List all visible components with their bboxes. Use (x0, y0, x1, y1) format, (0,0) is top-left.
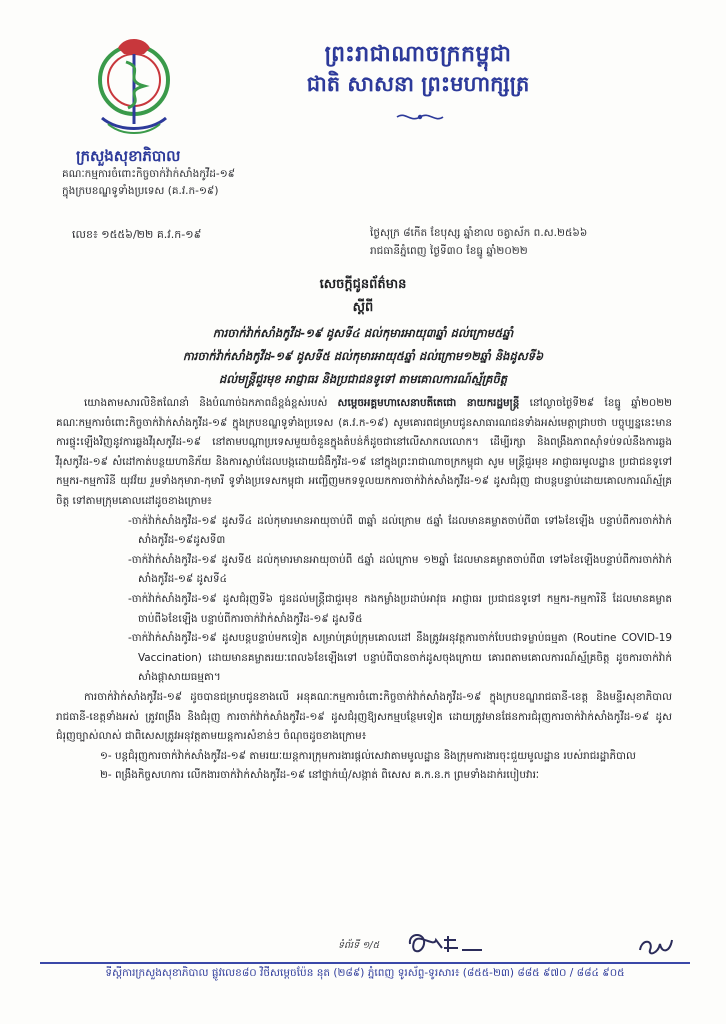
ministry-name: ក្រសួងសុខាភិបាល (76, 147, 181, 165)
ornament-divider-icon (395, 110, 445, 124)
signature-icon (404, 928, 488, 958)
national-motto: ជាតិ សាសនា ព្រះមហាក្សត្រ (306, 72, 530, 96)
reference-number: លេខ៖ ១៥៥៦/២២ គ.វ.ក-១៩ (72, 228, 202, 241)
ministry-block (62, 146, 362, 200)
prime-minister-title: សម្តេចអគ្គមហាសេនាបតីតេជោ នាយករដ្ឋមន្ត្រី (337, 397, 520, 409)
subject-line: ការចាក់វ៉ាក់សាំងកូវីដ-១៩ ដូសទី៥ ដល់កុមារអាយុ៥ឆ្នាំ ដល់ក្រោម១២ឆ្នាំ និងដូសទី៦ (182, 349, 544, 363)
document-type-title: សេចក្តីជូនព័ត៌មាន (319, 277, 407, 292)
subject-line: ការចាក់វ៉ាក់សាំងកូវីដ-១៩ ដូសទី៤ ដល់កុមារអាយុ៣ឆ្នាំ ដល់ក្រោម៥ឆ្នាំ (212, 326, 514, 340)
about-label: ស្តីពី (352, 300, 374, 315)
date-block (370, 224, 700, 260)
kingdom-name: ព្រះរាជាណាចក្រកម្ពុជា (324, 42, 512, 67)
numbered-item: ២- ពង្រឹងកិច្ចសហការ លើកងារចាក់វ៉ាក់សាំងកូវីដ-១៩ នៅថ្នាក់ឃុំ/សង្កាត់ ពិសេស គ.ក.ន.ក ព្រមទាំងដាក់របៀបវារៈ (100, 769, 540, 782)
second-paragraph: ការចាក់វ៉ាក់សាំងកូវីដ-១៩ ដូចបានជម្រាបជូនខាងលើ អនុគណៈកម្មការចំពោះកិច្ចចាក់វ៉ាក់សាំងកូវីដ-១៩ ក្នុងក្របខណ្ឌរាជធានី-ខេត្ត និងមន្ទីរសុខាភិបាលរាជធានី-ខេត្តទាំងអស់ ត្រូវពង្រឹង និងជំរុញ ការចាក់វ៉ាក់សាំងកូវីដ-១៩ ដូសជំរុញឱ្យសកម្មបន្ថែមទៀត ដោយត្រូវមានផែនការជំរុញការចាក់វ៉ាក់សាំងកូវីដ-១៩ ដូសជំរុញច្បាស់លាស់ ជាពិសេសត្រូវអនុវត្តតាមយន្តការសំខាន់ៗ ចំណុចដូចខាងក្រោម៖ (56, 690, 672, 743)
list-item: -ចាក់វ៉ាក់សាំងកូវីដ-១៩ ដូសបន្តបន្ទាប់មកទៀត សម្រាប់គ្រប់ក្រុមគោលដៅ នឹងត្រូវអនុវត្តការចាក់បែបជាទម្លាប់ធម្មតា (Routine COVID-19 Vaccination) ដោយមានគម្លាតរយៈពេល៦ខែឡើងទៅ បន្ទាប់ពីបានចាក់ដូសចុងក្រោយ គោរពតាមគោលការណ៍ស្ម័គ្រចិត្ត ដូចការចាក់វ៉ាក់សាំងផ្តាសាយធម្មតា។ (128, 632, 672, 684)
subject-line: ដល់មន្ត្រីជួរមុខ អាជ្ញាធរ និងប្រជាជនទូទៅ តាមគោលការណ៍ស្ម័គ្រចិត្ត (218, 372, 508, 386)
list-item: -ចាក់វ៉ាក់សាំងកូវីដ-១៩ ដូសទី៤ ដល់កុមារមានអាយុចាប់ពី ៣ឆ្នាំ ដល់ក្រោម ៥ឆ្នាំ ដែលមានគម្លាតចាប់ពី៣ ទៅ៦ខែឡើង បន្ទាប់ពីការចាក់វ៉ាក់សាំងកូវីដ-១៩ដូសទី៣ (128, 514, 672, 547)
committee-name-line1: គណៈកម្មការចំពោះកិច្ចចាក់វ៉ាក់សាំងកូវីដ-១៩ (62, 168, 236, 180)
initial-signature-icon (636, 932, 676, 960)
list-item: -ចាក់វ៉ាក់សាំងកូវីដ-១៩ ដូសទី៥ ដល់កុមារមានអាយុចាប់ពី ៥ឆ្នាំ ដល់ក្រោម ១២ឆ្នាំ ដែលមានគម្លាតចាប់ពី៣ ទៅ៦ខែឡើងបន្ទាប់ពីការចាក់វ៉ាក់សាំងកូវីដ-១៩ ដូសទី៤ (128, 553, 672, 586)
ministry-logo-icon (88, 28, 180, 140)
kingdom-header (238, 40, 598, 98)
page-number: ទំព័រទី ១/៥ (338, 940, 380, 951)
footer-address: ទីស្តីការក្រសួងសុខាភិបាល ផ្លូវលេខ៨០ វិថីសម្តេចប៉ែន នុត (២៨៩) ភ្នំពេញ ទូរស័ព្ទ-ទូរសារ៖ (៨៥៥-២៣) ៨៨៥ ៩៧០ / ៨៨៤ ៩០៥ (105, 967, 625, 979)
subject-lines (40, 322, 686, 391)
committee-name-line2: ក្នុងក្របខណ្ឌទូទាំងប្រទេស (គ.វ.ក-១៩) (62, 185, 219, 197)
numbered-item: ១- បន្តជំរុញការចាក់វ៉ាក់សាំងកូវីដ-១៩ តាមរយៈយន្តការក្រុមការងារផ្តល់សេវាតាមមូលដ្ឋាន និងក្រុមការងារចុះជួយមូលដ្ឋាន របស់រាជរដ្ឋាភិបាល (100, 749, 636, 762)
document-body (56, 394, 672, 786)
footer-divider (40, 962, 690, 964)
date-lunar: ថ្ងៃសុក្រ ៨កើត ខែបុស្ស ឆ្នាំខាល ចត្វាស័ក ព.ស.២៥៦៦ (370, 227, 588, 239)
intro-paragraph: យោងតាមសារលិខិតណែនាំ និងបំណាច់ឯកភាពដ៏ខ្ពង់ខ្ពស់របស់ សម្តេចអគ្គមហាសេនាបតីតេជោ នាយករដ្ឋមន្ត្រី នៅល្ងាចថ្ងៃទី២៩ ខែធ្នូ ឆ្នាំ២០២២ គណៈកម្មការចំពោះកិច្ចចាក់វ៉ាក់សាំងកូវីដ-១៩ ក្នុងក្របខណ្ឌទូទាំងប្រទេស (គ.វ.ក-១៩) សូមគោរពជម្រាបជូនសាធារណជនទាំងអស់មេត្តាជ្រាបថា បច្ចុប្បន្ននេះមានការផ្ទុះឡើងវិញនូវការឆ្លងវីរុសកូវីដ-១៩ នៅតាមបណ្តាប្រទេសមួយចំនួនក្នុងតំបន់ក៏ដូចជានៅលើសាកលលោក។ ដើម្បីរក្សា និងពង្រឹងភាពស៊ាំទប់ទល់នឹងការឆ្លងវីរុសកូវីដ-១៩ សំដៅកាត់បន្ថយហានិភ័យ និងការស្លាប់ដែលបង្កដោយជំងឺកូវីដ-១៩ នៅក្នុងព្រះរាជាណាចក្រកម្ពុជា សូម មន្ត្រីជួរមុខ អាជ្ញាធរមូលដ្ឋាន ប្រជាជនទូទៅ កម្មករ-កម្មការិនី យុវវ័យ រួមទាំងកុមារា-កុមារី ទូទាំងប្រទេសកម្ពុជា អញ្ជើញមកទទួលយកការចាក់វ៉ាក់សាំងកូវីដ-១៩ ដូសជំរុញ ជាបន្តបន្ទាប់ដោយគោលការណ៍ស្ម័គ្រចិត្ត ទៅតាមក្រុមគោលដៅដូចខាងក្រោម៖ (56, 397, 672, 507)
list-item: -ចាក់វ៉ាក់សាំងកូវីដ-១៩ ដូសជំរុញទី៦ ជូនដល់មន្ត្រីជាជួរមុខ កងកម្លាំងប្រដាប់អាវុធ អាជ្ញាធរ ប្រជាជនទូទៅ កម្មករ-កម្មការិនី ដែលមានគម្លាតចាប់ពី៦ខែឡើង បន្ទាប់ពីការចាក់វ៉ាក់សាំងកូវីដ-១៩ ដូសទី៥ (128, 592, 672, 625)
date-solar: រាជធានីភ្នំពេញ ថ្ងៃទី៣០ ខែធ្នូ ឆ្នាំ២០២២ (370, 245, 528, 257)
